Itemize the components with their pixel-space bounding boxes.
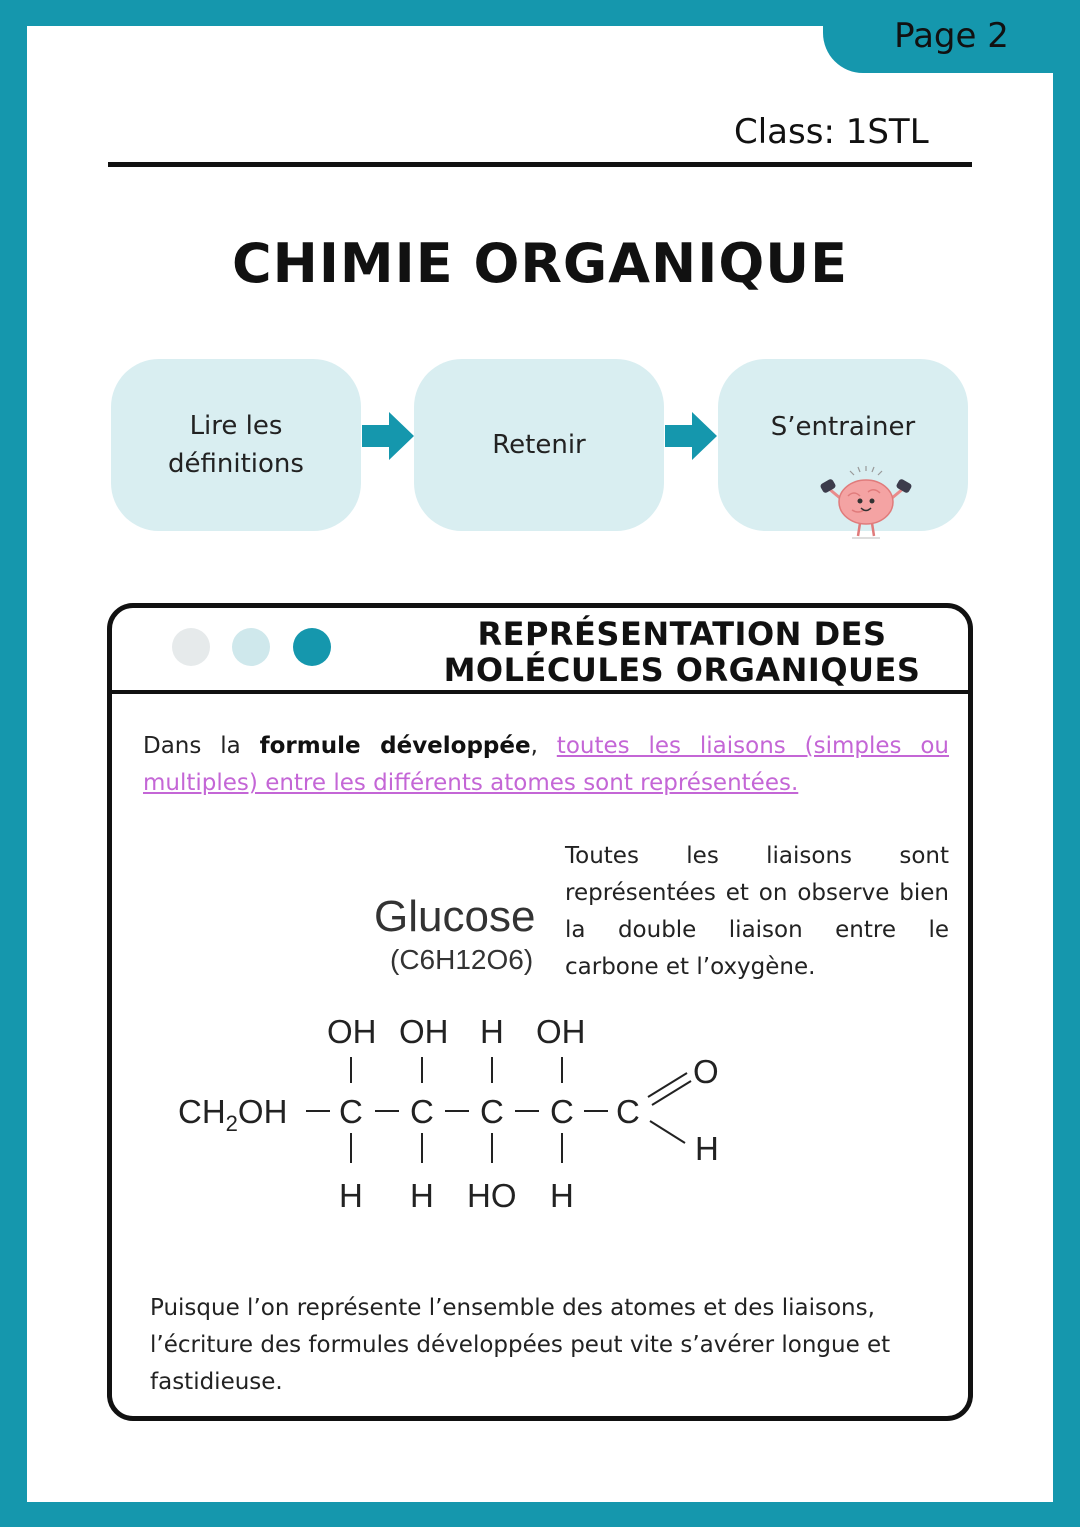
carbon-atom: C bbox=[616, 1093, 640, 1130]
top-group: H bbox=[480, 1013, 504, 1050]
conclusion-paragraph: Puisque l’on représente l’ensemble des atomes et des liaisons, l’écriture des formules développées peut vite s’avérer longue et fastidieuse. bbox=[150, 1295, 891, 1395]
step-retain bbox=[414, 359, 664, 531]
bottom-group: H bbox=[339, 1177, 363, 1214]
brain-dumbbell-icon bbox=[818, 466, 914, 542]
carbon-atom: C bbox=[480, 1093, 504, 1130]
step-read-definitions bbox=[111, 359, 361, 531]
oxygen-atom: O bbox=[693, 1053, 719, 1090]
class-label: Class: 1STL bbox=[734, 112, 929, 152]
intro-prefix: Dans la bbox=[143, 733, 260, 759]
intro-highlight-link[interactable]: toutes les liaisons (simples ou multiples) entre les différents atomes sont représentées. bbox=[143, 733, 950, 796]
page-title: CHIMIE ORGANIQUE bbox=[232, 232, 848, 295]
card-header-rule bbox=[112, 690, 968, 694]
carbon-atom: C bbox=[339, 1093, 363, 1130]
side-explanation: Toutes les liaisons sont représentées et on observe bien la double liaison entre le carbone et l’oxygène. bbox=[565, 843, 949, 980]
intro-comma: , bbox=[530, 733, 557, 759]
header-rule bbox=[108, 162, 972, 167]
card-title-line1: REPRÉSENTATION DES bbox=[477, 615, 887, 653]
top-group: OH bbox=[327, 1013, 377, 1050]
top-group: OH bbox=[399, 1013, 449, 1050]
glucose-name: Glucose bbox=[374, 892, 536, 941]
bottom-group: HO bbox=[467, 1177, 517, 1214]
decorative-dot-light bbox=[172, 628, 210, 666]
intro-bold-term: formule développée bbox=[259, 733, 531, 759]
card-title bbox=[442, 616, 922, 688]
top-group: OH bbox=[536, 1013, 586, 1050]
bottom-group: H bbox=[410, 1177, 434, 1214]
card-title-line2: MOLÉCULES ORGANIQUES bbox=[443, 651, 921, 689]
bottom-group: H bbox=[550, 1177, 574, 1214]
page-number-tab: Page 2 bbox=[823, 0, 1080, 73]
hydrogen-atom: H bbox=[695, 1130, 719, 1167]
step-label: S’entrainer bbox=[770, 412, 916, 442]
glucose-structure-diagram bbox=[170, 1005, 740, 1220]
chain-start: $CH_2OH$ bbox=[178, 1093, 288, 1136]
step-label-line1: Lire les bbox=[189, 411, 283, 441]
arrow-right-icon bbox=[362, 410, 414, 462]
intro-paragraph bbox=[143, 728, 949, 802]
step-label: Retenir bbox=[492, 430, 586, 460]
glucose-formula: (C6H12O6) bbox=[390, 944, 534, 975]
carbon-atom: C bbox=[410, 1093, 434, 1130]
decorative-dot-dark bbox=[293, 628, 331, 666]
carbon-atom: C bbox=[550, 1093, 574, 1130]
step-label-line2: définitions bbox=[168, 449, 304, 479]
decorative-dot-mid bbox=[232, 628, 270, 666]
arrow-right-icon bbox=[665, 410, 717, 462]
